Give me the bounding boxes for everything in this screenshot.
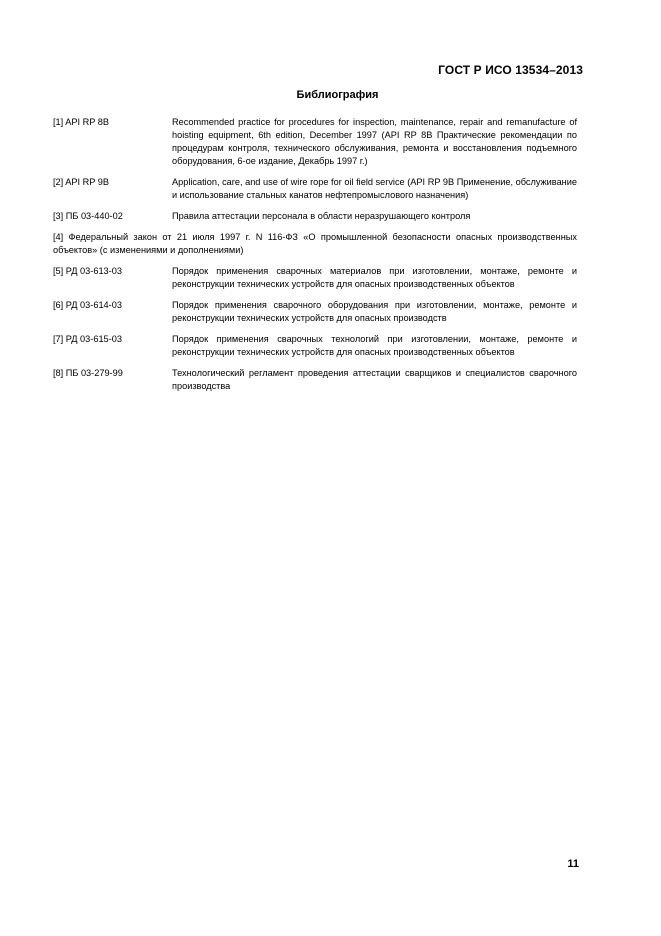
entry-reference: [2] API RP 9B	[53, 177, 110, 187]
bibliography-list	[53, 116, 577, 401]
entry-reference: [6] РД 03-614-03	[53, 300, 122, 310]
entry-text: Recommended practice for procedures for inspection, maintenance, repair and remanufacture of hoisting equipment, 6th edition, December 1997 (API RP 8B Практические рекомендации по процедурам контроля, технического обслуживания, ремонта и восстановления подъемного оборудования, 6-ое издание, Декабрь 1997 г.)	[172, 117, 577, 166]
entry-text: Технологический регламент проведения аттестации сварщиков и специалистов сварочного производства	[172, 368, 577, 391]
bibliography-entry	[53, 176, 577, 202]
bibliography-entry	[53, 265, 577, 291]
entry-text: Порядок применения сварочных технологий при изготовлении, монтаже, ремонте и реконструкции технических устройств для опасных производственных объектов	[172, 334, 577, 357]
bibliography-entry	[53, 210, 577, 223]
entry-reference: [8] ПБ 03-279-99	[53, 368, 123, 378]
bibliography-title: Библиография	[296, 89, 379, 101]
bibliography-entry	[53, 333, 577, 359]
entry-text: Порядок применения сварочных материалов при изготовлении, монтаже, ремонте и реконструкции технических устройств для опасных производственных объектов	[172, 266, 577, 289]
entry-text: Application, care, and use of wire rope for oil field service (API RP 9B Применение, обслуживание и использование стальных канатов нефтепромыслового назначения)	[172, 177, 577, 200]
document-code: ГОСТ Р ИСО 13534–2013	[438, 63, 583, 77]
bibliography-entry	[53, 116, 577, 168]
bibliography-entry	[53, 367, 577, 393]
entry-text: Порядок применения сварочного оборудования при изготовлении, монтаже, ремонте и реконструкции технических устройств для опасных производств	[172, 300, 577, 323]
entry-reference: [7] РД 03-615-03	[53, 334, 122, 344]
bibliography-entry-full-width: [4] Федеральный закон от 21 июля 1997 г. N 116-ФЗ «О промышленной безопасности опасных производственных объектов» (с изменениями и дополнениями)	[53, 232, 577, 255]
entry-text: Правила аттестации персонала в области неразрушающего контроля	[172, 211, 471, 221]
entry-reference: [3] ПБ 03-440-02	[53, 211, 123, 221]
entry-reference: [1] API RP 8B	[53, 117, 110, 127]
page-number: 11	[567, 858, 579, 870]
entry-reference: [5] РД 03-613-03	[53, 266, 122, 276]
bibliography-entry	[53, 299, 577, 325]
